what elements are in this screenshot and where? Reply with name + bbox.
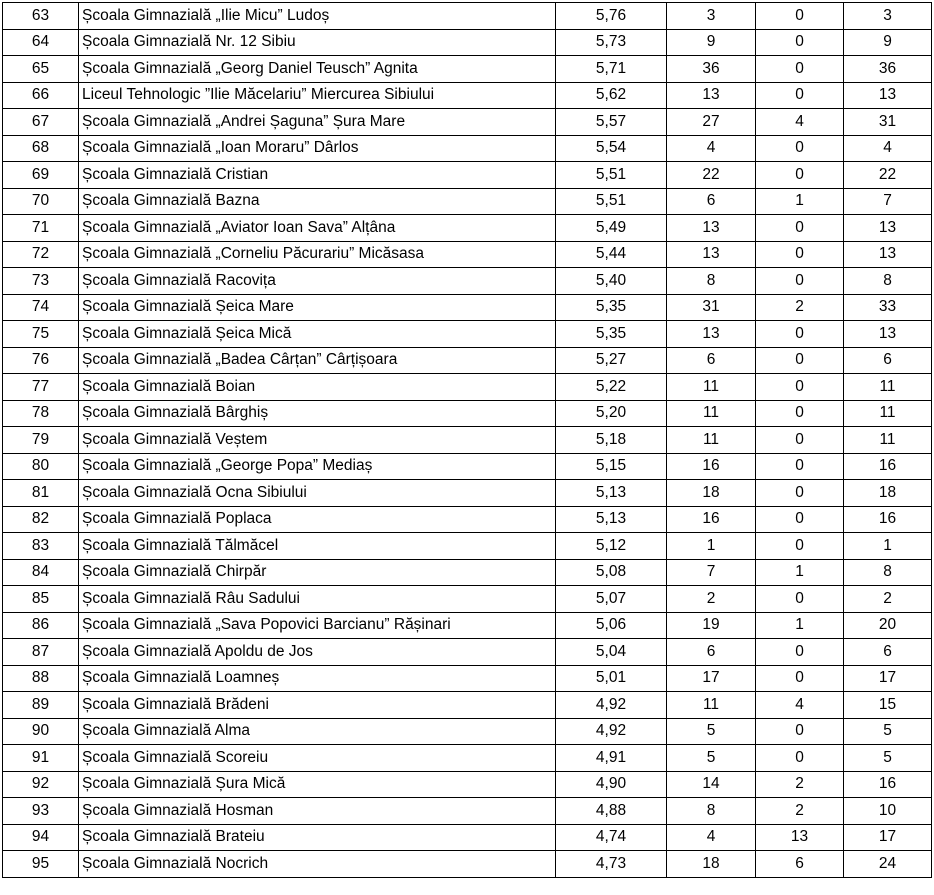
count-a-cell: 8 bbox=[667, 798, 756, 825]
average-cell: 4,73 bbox=[556, 851, 667, 878]
count-b-cell: 2 bbox=[756, 294, 844, 321]
rank-cell: 94 bbox=[3, 824, 79, 851]
school-name-cell: Școala Gimnazială Râu Sadului bbox=[79, 586, 556, 613]
total-cell: 5 bbox=[844, 718, 932, 745]
total-cell: 16 bbox=[844, 506, 932, 533]
school-name-cell: Școala Gimnazială Ocna Sibiului bbox=[79, 480, 556, 507]
rank-cell: 74 bbox=[3, 294, 79, 321]
average-cell: 4,90 bbox=[556, 771, 667, 798]
school-name-cell: Școala Gimnazială Nr. 12 Sibiu bbox=[79, 29, 556, 56]
count-b-cell: 0 bbox=[756, 400, 844, 427]
count-b-cell: 0 bbox=[756, 135, 844, 162]
average-cell: 5,07 bbox=[556, 586, 667, 613]
count-b-cell: 0 bbox=[756, 506, 844, 533]
table-row bbox=[3, 188, 932, 215]
count-b-cell: 0 bbox=[756, 162, 844, 189]
average-cell: 5,49 bbox=[556, 215, 667, 242]
rank-cell: 65 bbox=[3, 56, 79, 83]
table-row bbox=[3, 639, 932, 666]
table-row bbox=[3, 480, 932, 507]
rank-cell: 78 bbox=[3, 400, 79, 427]
school-name-cell: Școala Gimnazială Veștem bbox=[79, 427, 556, 454]
total-cell: 17 bbox=[844, 824, 932, 851]
count-a-cell: 14 bbox=[667, 771, 756, 798]
average-cell: 5,44 bbox=[556, 241, 667, 268]
total-cell: 13 bbox=[844, 215, 932, 242]
average-cell: 5,22 bbox=[556, 374, 667, 401]
table-row bbox=[3, 665, 932, 692]
school-name-cell: Școala Gimnazială Scoreiu bbox=[79, 745, 556, 772]
count-b-cell: 0 bbox=[756, 533, 844, 560]
school-name-cell: Școala Gimnazială Racovița bbox=[79, 268, 556, 295]
average-cell: 5,40 bbox=[556, 268, 667, 295]
rank-cell: 95 bbox=[3, 851, 79, 878]
count-a-cell: 5 bbox=[667, 718, 756, 745]
count-b-cell: 1 bbox=[756, 188, 844, 215]
rank-cell: 73 bbox=[3, 268, 79, 295]
total-cell: 13 bbox=[844, 321, 932, 348]
rank-cell: 93 bbox=[3, 798, 79, 825]
school-name-cell: Școala Gimnazială Alma bbox=[79, 718, 556, 745]
table-row bbox=[3, 851, 932, 878]
average-cell: 5,57 bbox=[556, 109, 667, 136]
average-cell: 5,15 bbox=[556, 453, 667, 480]
table-row bbox=[3, 453, 932, 480]
total-cell: 13 bbox=[844, 82, 932, 109]
rank-cell: 70 bbox=[3, 188, 79, 215]
table-row bbox=[3, 321, 932, 348]
school-name-cell: Școala Gimnazială „Ilie Micu” Ludoș bbox=[79, 3, 556, 30]
rank-cell: 88 bbox=[3, 665, 79, 692]
rank-cell: 69 bbox=[3, 162, 79, 189]
school-name-cell: Școala Gimnazială Brateiu bbox=[79, 824, 556, 851]
count-b-cell: 0 bbox=[756, 665, 844, 692]
school-name-cell: Școala Gimnazială Nocrich bbox=[79, 851, 556, 878]
count-a-cell: 11 bbox=[667, 400, 756, 427]
table-row bbox=[3, 586, 932, 613]
average-cell: 5,06 bbox=[556, 612, 667, 639]
count-a-cell: 6 bbox=[667, 188, 756, 215]
table-body bbox=[3, 3, 932, 878]
count-a-cell: 18 bbox=[667, 851, 756, 878]
count-b-cell: 0 bbox=[756, 347, 844, 374]
total-cell: 31 bbox=[844, 109, 932, 136]
count-a-cell: 11 bbox=[667, 427, 756, 454]
count-a-cell: 36 bbox=[667, 56, 756, 83]
school-name-cell: Școala Gimnazială Cristian bbox=[79, 162, 556, 189]
rank-cell: 67 bbox=[3, 109, 79, 136]
total-cell: 24 bbox=[844, 851, 932, 878]
school-name-cell: Școala Gimnazială „Andrei Șaguna” Șura Mare bbox=[79, 109, 556, 136]
count-b-cell: 0 bbox=[756, 745, 844, 772]
count-b-cell: 6 bbox=[756, 851, 844, 878]
rank-cell: 85 bbox=[3, 586, 79, 613]
count-a-cell: 22 bbox=[667, 162, 756, 189]
school-name-cell: Școala Gimnazială Chirpăr bbox=[79, 559, 556, 586]
total-cell: 22 bbox=[844, 162, 932, 189]
count-b-cell: 0 bbox=[756, 453, 844, 480]
total-cell: 11 bbox=[844, 374, 932, 401]
count-a-cell: 8 bbox=[667, 268, 756, 295]
total-cell: 15 bbox=[844, 692, 932, 719]
school-name-cell: Școala Gimnazială Tălmăcel bbox=[79, 533, 556, 560]
rank-cell: 82 bbox=[3, 506, 79, 533]
table-row bbox=[3, 374, 932, 401]
school-name-cell: Școala Gimnazială Boian bbox=[79, 374, 556, 401]
total-cell: 4 bbox=[844, 135, 932, 162]
table-row bbox=[3, 82, 932, 109]
average-cell: 5,08 bbox=[556, 559, 667, 586]
average-cell: 5,01 bbox=[556, 665, 667, 692]
rank-cell: 64 bbox=[3, 29, 79, 56]
rank-cell: 68 bbox=[3, 135, 79, 162]
school-name-cell: Școala Gimnazială Șeica Mare bbox=[79, 294, 556, 321]
table-row bbox=[3, 824, 932, 851]
average-cell: 4,88 bbox=[556, 798, 667, 825]
average-cell: 5,73 bbox=[556, 29, 667, 56]
rank-cell: 92 bbox=[3, 771, 79, 798]
count-a-cell: 3 bbox=[667, 3, 756, 30]
total-cell: 1 bbox=[844, 533, 932, 560]
count-b-cell: 0 bbox=[756, 321, 844, 348]
rank-cell: 75 bbox=[3, 321, 79, 348]
average-cell: 4,92 bbox=[556, 718, 667, 745]
school-name-cell: Școala Gimnazială Bazna bbox=[79, 188, 556, 215]
count-a-cell: 31 bbox=[667, 294, 756, 321]
average-cell: 5,12 bbox=[556, 533, 667, 560]
count-b-cell: 1 bbox=[756, 612, 844, 639]
table-row bbox=[3, 347, 932, 374]
school-name-cell: Școala Gimnazială „Corneliu Păcurariu” Micăsasa bbox=[79, 241, 556, 268]
count-a-cell: 1 bbox=[667, 533, 756, 560]
count-a-cell: 6 bbox=[667, 347, 756, 374]
total-cell: 7 bbox=[844, 188, 932, 215]
average-cell: 4,92 bbox=[556, 692, 667, 719]
total-cell: 3 bbox=[844, 3, 932, 30]
table-row bbox=[3, 692, 932, 719]
table-row bbox=[3, 215, 932, 242]
table-row bbox=[3, 718, 932, 745]
count-b-cell: 0 bbox=[756, 56, 844, 83]
count-b-cell: 2 bbox=[756, 771, 844, 798]
school-name-cell: Școala Gimnazială „Sava Popovici Barcianu” Rășinari bbox=[79, 612, 556, 639]
total-cell: 8 bbox=[844, 268, 932, 295]
rank-cell: 86 bbox=[3, 612, 79, 639]
count-a-cell: 27 bbox=[667, 109, 756, 136]
count-b-cell: 4 bbox=[756, 109, 844, 136]
average-cell: 4,74 bbox=[556, 824, 667, 851]
count-a-cell: 16 bbox=[667, 453, 756, 480]
table-row bbox=[3, 612, 932, 639]
school-name-cell: Școala Gimnazială „George Popa” Mediaș bbox=[79, 453, 556, 480]
count-b-cell: 13 bbox=[756, 824, 844, 851]
school-name-cell: Școala Gimnazială „Ioan Moraru” Dârlos bbox=[79, 135, 556, 162]
count-a-cell: 18 bbox=[667, 480, 756, 507]
rank-cell: 84 bbox=[3, 559, 79, 586]
total-cell: 16 bbox=[844, 453, 932, 480]
table-row bbox=[3, 294, 932, 321]
count-b-cell: 0 bbox=[756, 639, 844, 666]
school-name-cell: Școala Gimnazială Șura Mică bbox=[79, 771, 556, 798]
table-row bbox=[3, 771, 932, 798]
average-cell: 5,13 bbox=[556, 506, 667, 533]
average-cell: 5,35 bbox=[556, 321, 667, 348]
count-b-cell: 0 bbox=[756, 29, 844, 56]
table-row bbox=[3, 400, 932, 427]
count-b-cell: 0 bbox=[756, 718, 844, 745]
total-cell: 20 bbox=[844, 612, 932, 639]
count-a-cell: 19 bbox=[667, 612, 756, 639]
table-row bbox=[3, 559, 932, 586]
rank-cell: 87 bbox=[3, 639, 79, 666]
average-cell: 5,76 bbox=[556, 3, 667, 30]
table-row bbox=[3, 3, 932, 30]
school-name-cell: Școala Gimnazială Loamneș bbox=[79, 665, 556, 692]
average-cell: 5,62 bbox=[556, 82, 667, 109]
rank-cell: 90 bbox=[3, 718, 79, 745]
average-cell: 5,51 bbox=[556, 188, 667, 215]
average-cell: 5,27 bbox=[556, 347, 667, 374]
rank-cell: 81 bbox=[3, 480, 79, 507]
rank-cell: 66 bbox=[3, 82, 79, 109]
count-b-cell: 2 bbox=[756, 798, 844, 825]
count-a-cell: 13 bbox=[667, 321, 756, 348]
total-cell: 5 bbox=[844, 745, 932, 772]
school-name-cell: Școala Gimnazială „Aviator Ioan Sava” Alțâna bbox=[79, 215, 556, 242]
average-cell: 5,54 bbox=[556, 135, 667, 162]
total-cell: 13 bbox=[844, 241, 932, 268]
table-row bbox=[3, 29, 932, 56]
total-cell: 6 bbox=[844, 639, 932, 666]
count-a-cell: 11 bbox=[667, 374, 756, 401]
rank-cell: 63 bbox=[3, 3, 79, 30]
average-cell: 5,13 bbox=[556, 480, 667, 507]
total-cell: 9 bbox=[844, 29, 932, 56]
count-b-cell: 0 bbox=[756, 82, 844, 109]
count-a-cell: 9 bbox=[667, 29, 756, 56]
count-b-cell: 0 bbox=[756, 586, 844, 613]
average-cell: 5,04 bbox=[556, 639, 667, 666]
rank-cell: 76 bbox=[3, 347, 79, 374]
total-cell: 8 bbox=[844, 559, 932, 586]
table-row bbox=[3, 162, 932, 189]
table-row bbox=[3, 506, 932, 533]
count-a-cell: 16 bbox=[667, 506, 756, 533]
count-b-cell: 0 bbox=[756, 241, 844, 268]
rank-cell: 83 bbox=[3, 533, 79, 560]
total-cell: 11 bbox=[844, 400, 932, 427]
total-cell: 36 bbox=[844, 56, 932, 83]
count-a-cell: 2 bbox=[667, 586, 756, 613]
school-name-cell: Școala Gimnazială Brădeni bbox=[79, 692, 556, 719]
school-name-cell: Școala Gimnazială Șeica Mică bbox=[79, 321, 556, 348]
table-row bbox=[3, 533, 932, 560]
count-b-cell: 0 bbox=[756, 427, 844, 454]
total-cell: 11 bbox=[844, 427, 932, 454]
average-cell: 5,51 bbox=[556, 162, 667, 189]
total-cell: 6 bbox=[844, 347, 932, 374]
school-ranking-table bbox=[2, 2, 932, 878]
count-a-cell: 13 bbox=[667, 241, 756, 268]
total-cell: 17 bbox=[844, 665, 932, 692]
rank-cell: 89 bbox=[3, 692, 79, 719]
count-a-cell: 5 bbox=[667, 745, 756, 772]
average-cell: 5,18 bbox=[556, 427, 667, 454]
total-cell: 10 bbox=[844, 798, 932, 825]
count-a-cell: 13 bbox=[667, 215, 756, 242]
count-a-cell: 13 bbox=[667, 82, 756, 109]
total-cell: 16 bbox=[844, 771, 932, 798]
table-row bbox=[3, 798, 932, 825]
rank-cell: 91 bbox=[3, 745, 79, 772]
count-a-cell: 4 bbox=[667, 824, 756, 851]
count-b-cell: 0 bbox=[756, 215, 844, 242]
school-name-cell: Liceul Tehnologic ”Ilie Măcelariu” Miercurea Sibiului bbox=[79, 82, 556, 109]
count-a-cell: 11 bbox=[667, 692, 756, 719]
table-row bbox=[3, 427, 932, 454]
school-name-cell: Școala Gimnazială „Georg Daniel Teusch” Agnita bbox=[79, 56, 556, 83]
table-row bbox=[3, 241, 932, 268]
rank-cell: 77 bbox=[3, 374, 79, 401]
table-row bbox=[3, 56, 932, 83]
rank-cell: 79 bbox=[3, 427, 79, 454]
table-row bbox=[3, 268, 932, 295]
count-a-cell: 4 bbox=[667, 135, 756, 162]
rank-cell: 71 bbox=[3, 215, 79, 242]
average-cell: 4,91 bbox=[556, 745, 667, 772]
count-b-cell: 0 bbox=[756, 480, 844, 507]
average-cell: 5,20 bbox=[556, 400, 667, 427]
count-a-cell: 17 bbox=[667, 665, 756, 692]
school-name-cell: Școala Gimnazială Poplaca bbox=[79, 506, 556, 533]
school-name-cell: Școala Gimnazială „Badea Cârțan” Cârțișoara bbox=[79, 347, 556, 374]
count-b-cell: 0 bbox=[756, 3, 844, 30]
average-cell: 5,35 bbox=[556, 294, 667, 321]
average-cell: 5,71 bbox=[556, 56, 667, 83]
rank-cell: 80 bbox=[3, 453, 79, 480]
total-cell: 2 bbox=[844, 586, 932, 613]
count-b-cell: 0 bbox=[756, 268, 844, 295]
table-row bbox=[3, 745, 932, 772]
count-a-cell: 6 bbox=[667, 639, 756, 666]
school-name-cell: Școala Gimnazială Bârghiș bbox=[79, 400, 556, 427]
school-name-cell: Școala Gimnazială Hosman bbox=[79, 798, 556, 825]
total-cell: 33 bbox=[844, 294, 932, 321]
total-cell: 18 bbox=[844, 480, 932, 507]
rank-cell: 72 bbox=[3, 241, 79, 268]
table-row bbox=[3, 135, 932, 162]
school-name-cell: Școala Gimnazială Apoldu de Jos bbox=[79, 639, 556, 666]
count-b-cell: 0 bbox=[756, 374, 844, 401]
count-b-cell: 4 bbox=[756, 692, 844, 719]
table-row bbox=[3, 109, 932, 136]
count-b-cell: 1 bbox=[756, 559, 844, 586]
count-a-cell: 7 bbox=[667, 559, 756, 586]
